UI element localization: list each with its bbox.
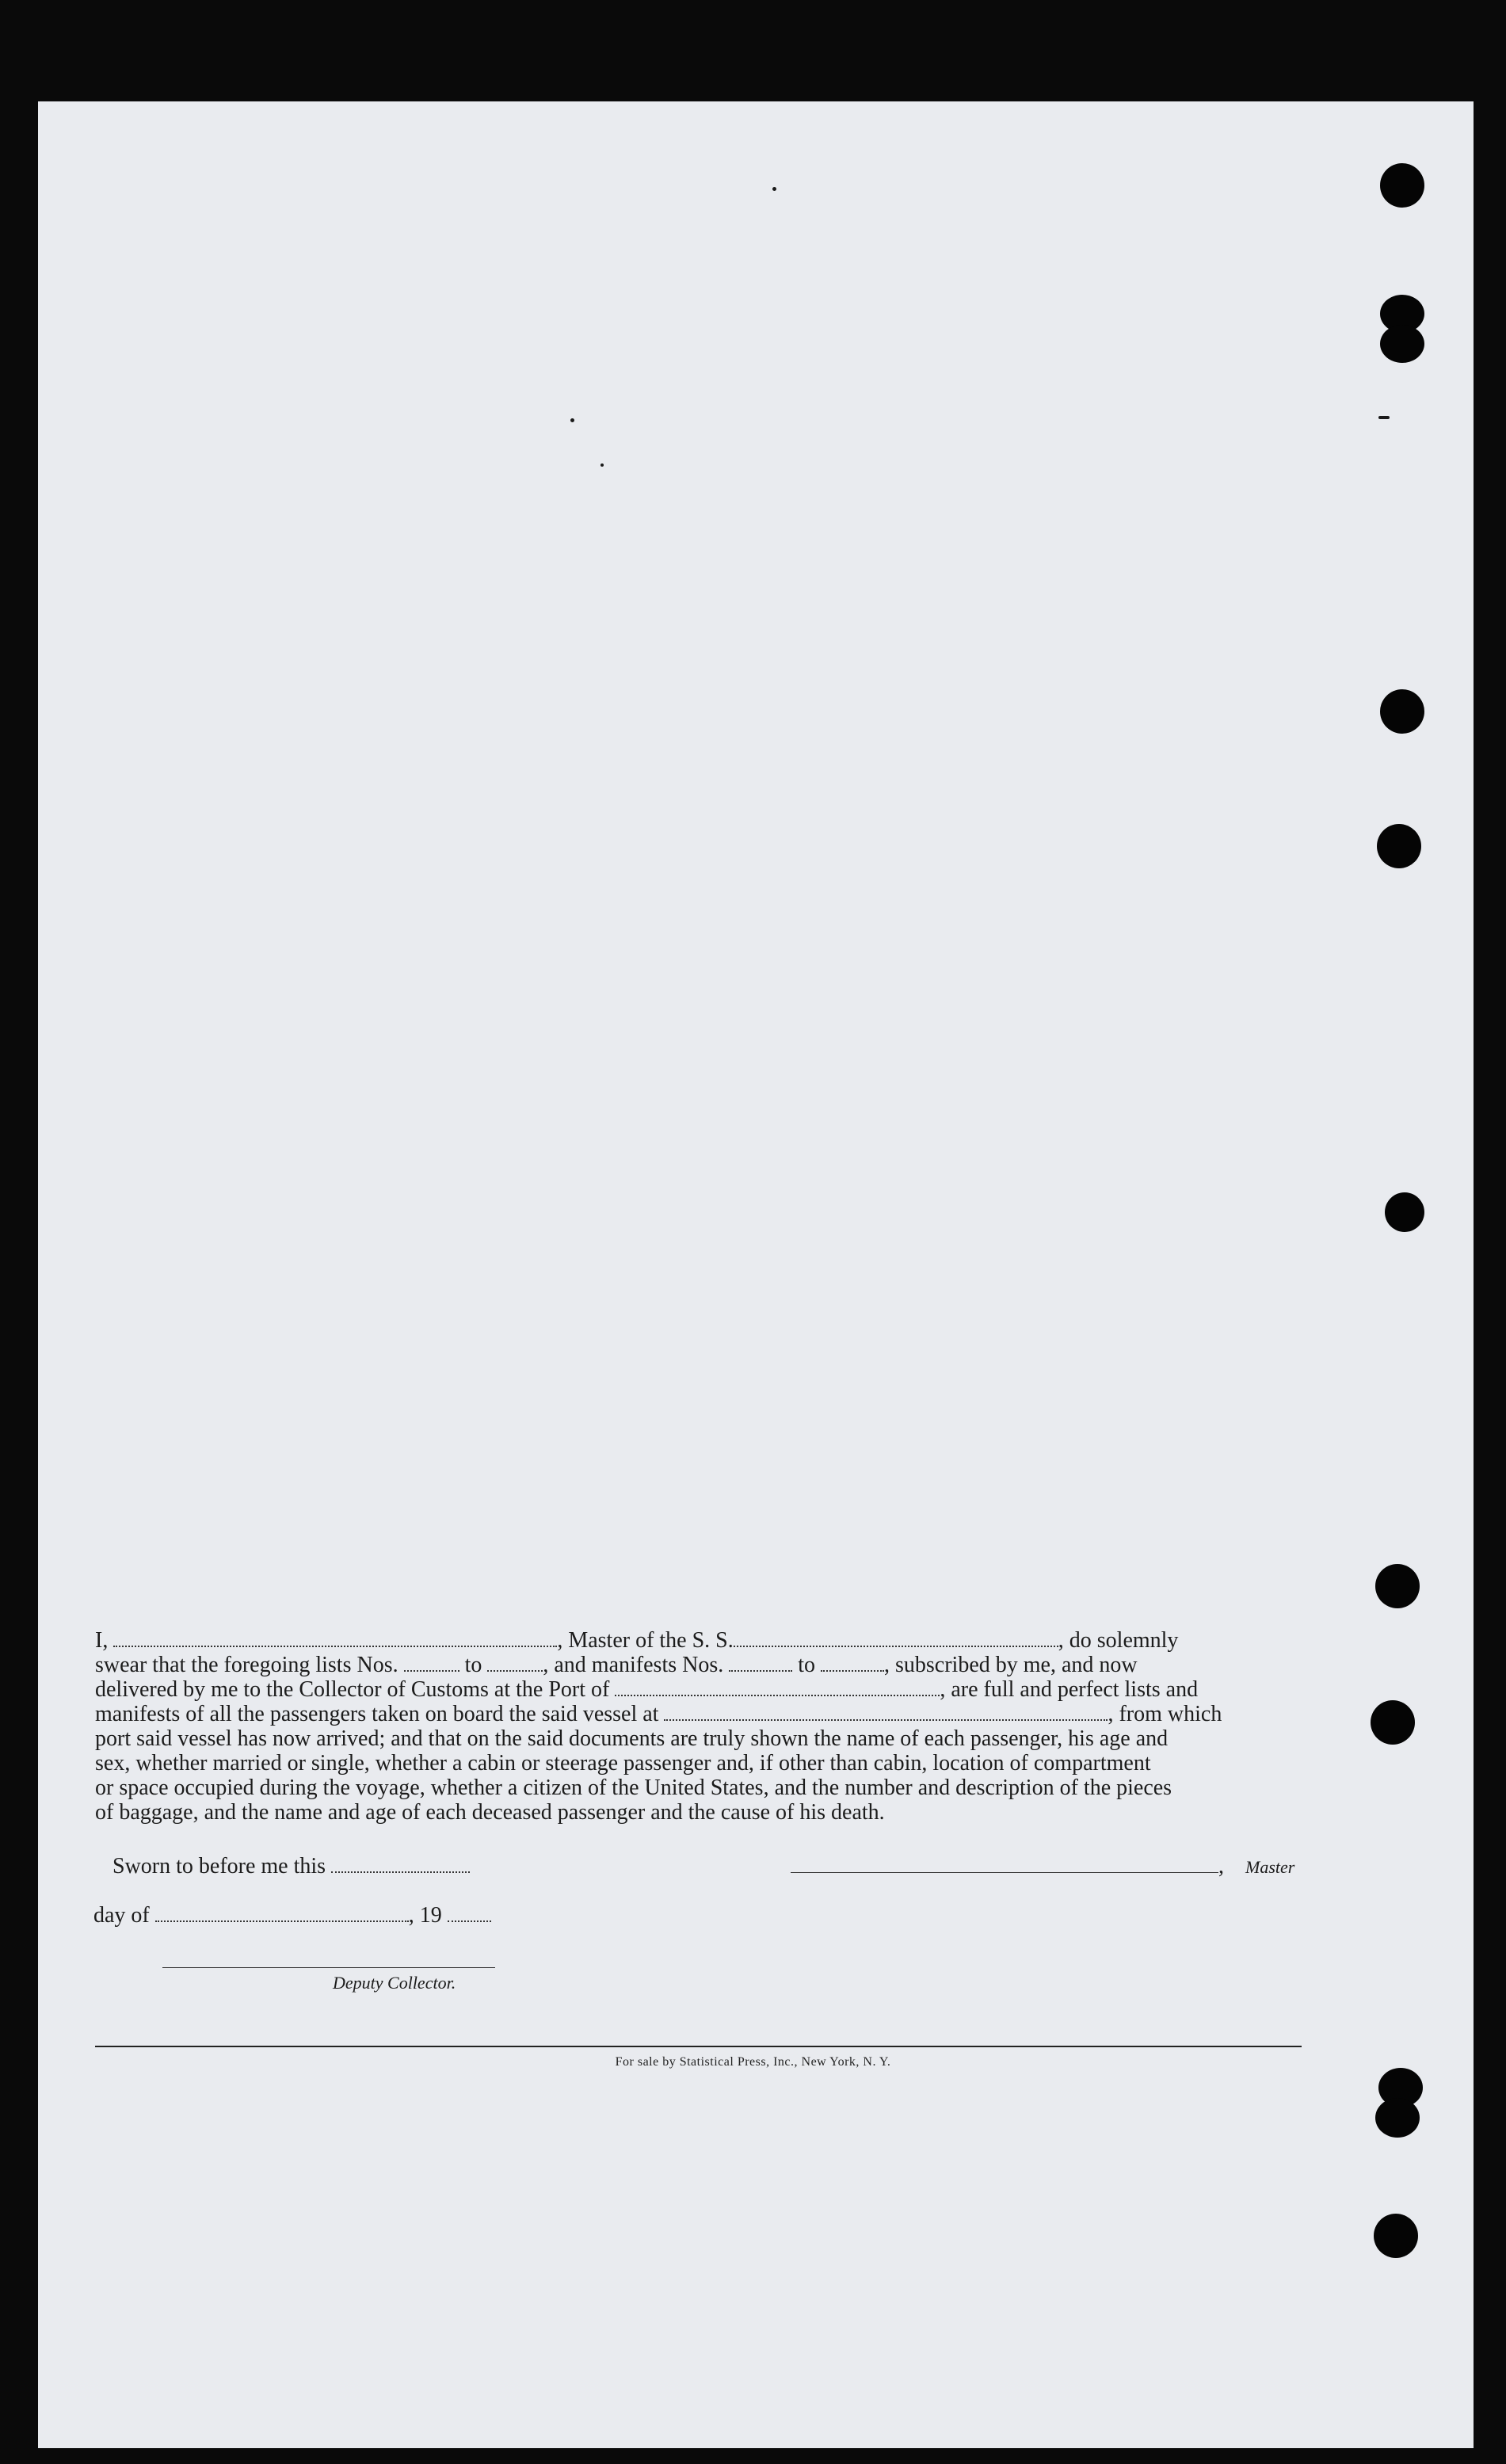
footer-rule xyxy=(95,2046,1302,2047)
vessel-at-field[interactable] xyxy=(664,1707,1108,1721)
year-field[interactable] xyxy=(448,1908,491,1922)
master-signature-line: , Master xyxy=(791,1854,1294,1879)
oath-line: delivered by me to the Collector of Customs at the Port of , are full and perfect lists and xyxy=(95,1677,1199,1702)
oath-line: or space occupied during the voyage, whether a citizen of the United States, and the number and description of the pieces xyxy=(95,1776,1172,1800)
day-of-line: day of , 19 xyxy=(93,1903,491,1928)
binder-hole xyxy=(1377,824,1421,868)
oath-line: port said vessel has now arrived; and that on the said documents are truly shown the name of each passenger, his age and xyxy=(95,1726,1169,1751)
ink-speck xyxy=(772,187,776,191)
binder-hole xyxy=(1371,1700,1415,1745)
binder-hole xyxy=(1385,1192,1424,1232)
binder-hole xyxy=(1374,2214,1418,2258)
ink-speck xyxy=(570,418,574,422)
oath-line: of baggage, and the name and age of each deceased passenger and the cause of his death. xyxy=(95,1800,885,1825)
day-of-field[interactable] xyxy=(155,1908,409,1922)
binder-hole xyxy=(1380,163,1424,208)
binder-hole xyxy=(1375,1564,1420,1608)
oath-line: manifests of all the passengers taken on board the said vessel at , from which xyxy=(95,1702,1222,1726)
oath-line: swear that the foregoing lists Nos. to , and manifests Nos. to , subscribed by me, and now xyxy=(95,1653,1138,1677)
master-name-field[interactable] xyxy=(113,1633,557,1647)
binder-hole xyxy=(1380,689,1424,734)
sworn-line: Sworn to before me this xyxy=(112,1854,470,1879)
manifests-from-field[interactable] xyxy=(729,1657,792,1672)
oath-line: I, , Master of the S. S. , do solemnly xyxy=(95,1628,1179,1653)
deputy-signature-field[interactable] xyxy=(162,1967,495,1968)
printer-imprint: For sale by Statistical Press, Inc., New York, N. Y. xyxy=(615,2055,891,2069)
lists-from-field[interactable] xyxy=(404,1657,459,1672)
document-page xyxy=(38,101,1474,2448)
deputy-collector-label: Deputy Collector. xyxy=(333,1973,456,1993)
binder-hole xyxy=(1375,2098,1420,2138)
master-signature-field[interactable] xyxy=(791,1858,1218,1873)
manifests-to-field[interactable] xyxy=(821,1657,884,1672)
sworn-date-field[interactable] xyxy=(331,1859,470,1873)
lists-to-field[interactable] xyxy=(487,1657,543,1672)
ink-speck xyxy=(600,463,604,467)
oath-paragraph xyxy=(95,1628,1302,1825)
ink-speck xyxy=(1378,416,1390,419)
oath-line: sex, whether married or single, whether a cabin or steerage passenger and, if other than cabin, location of compartment xyxy=(95,1751,1151,1776)
ship-name-field[interactable] xyxy=(734,1633,1058,1647)
binder-hole xyxy=(1380,325,1424,363)
port-of-field[interactable] xyxy=(615,1682,940,1696)
